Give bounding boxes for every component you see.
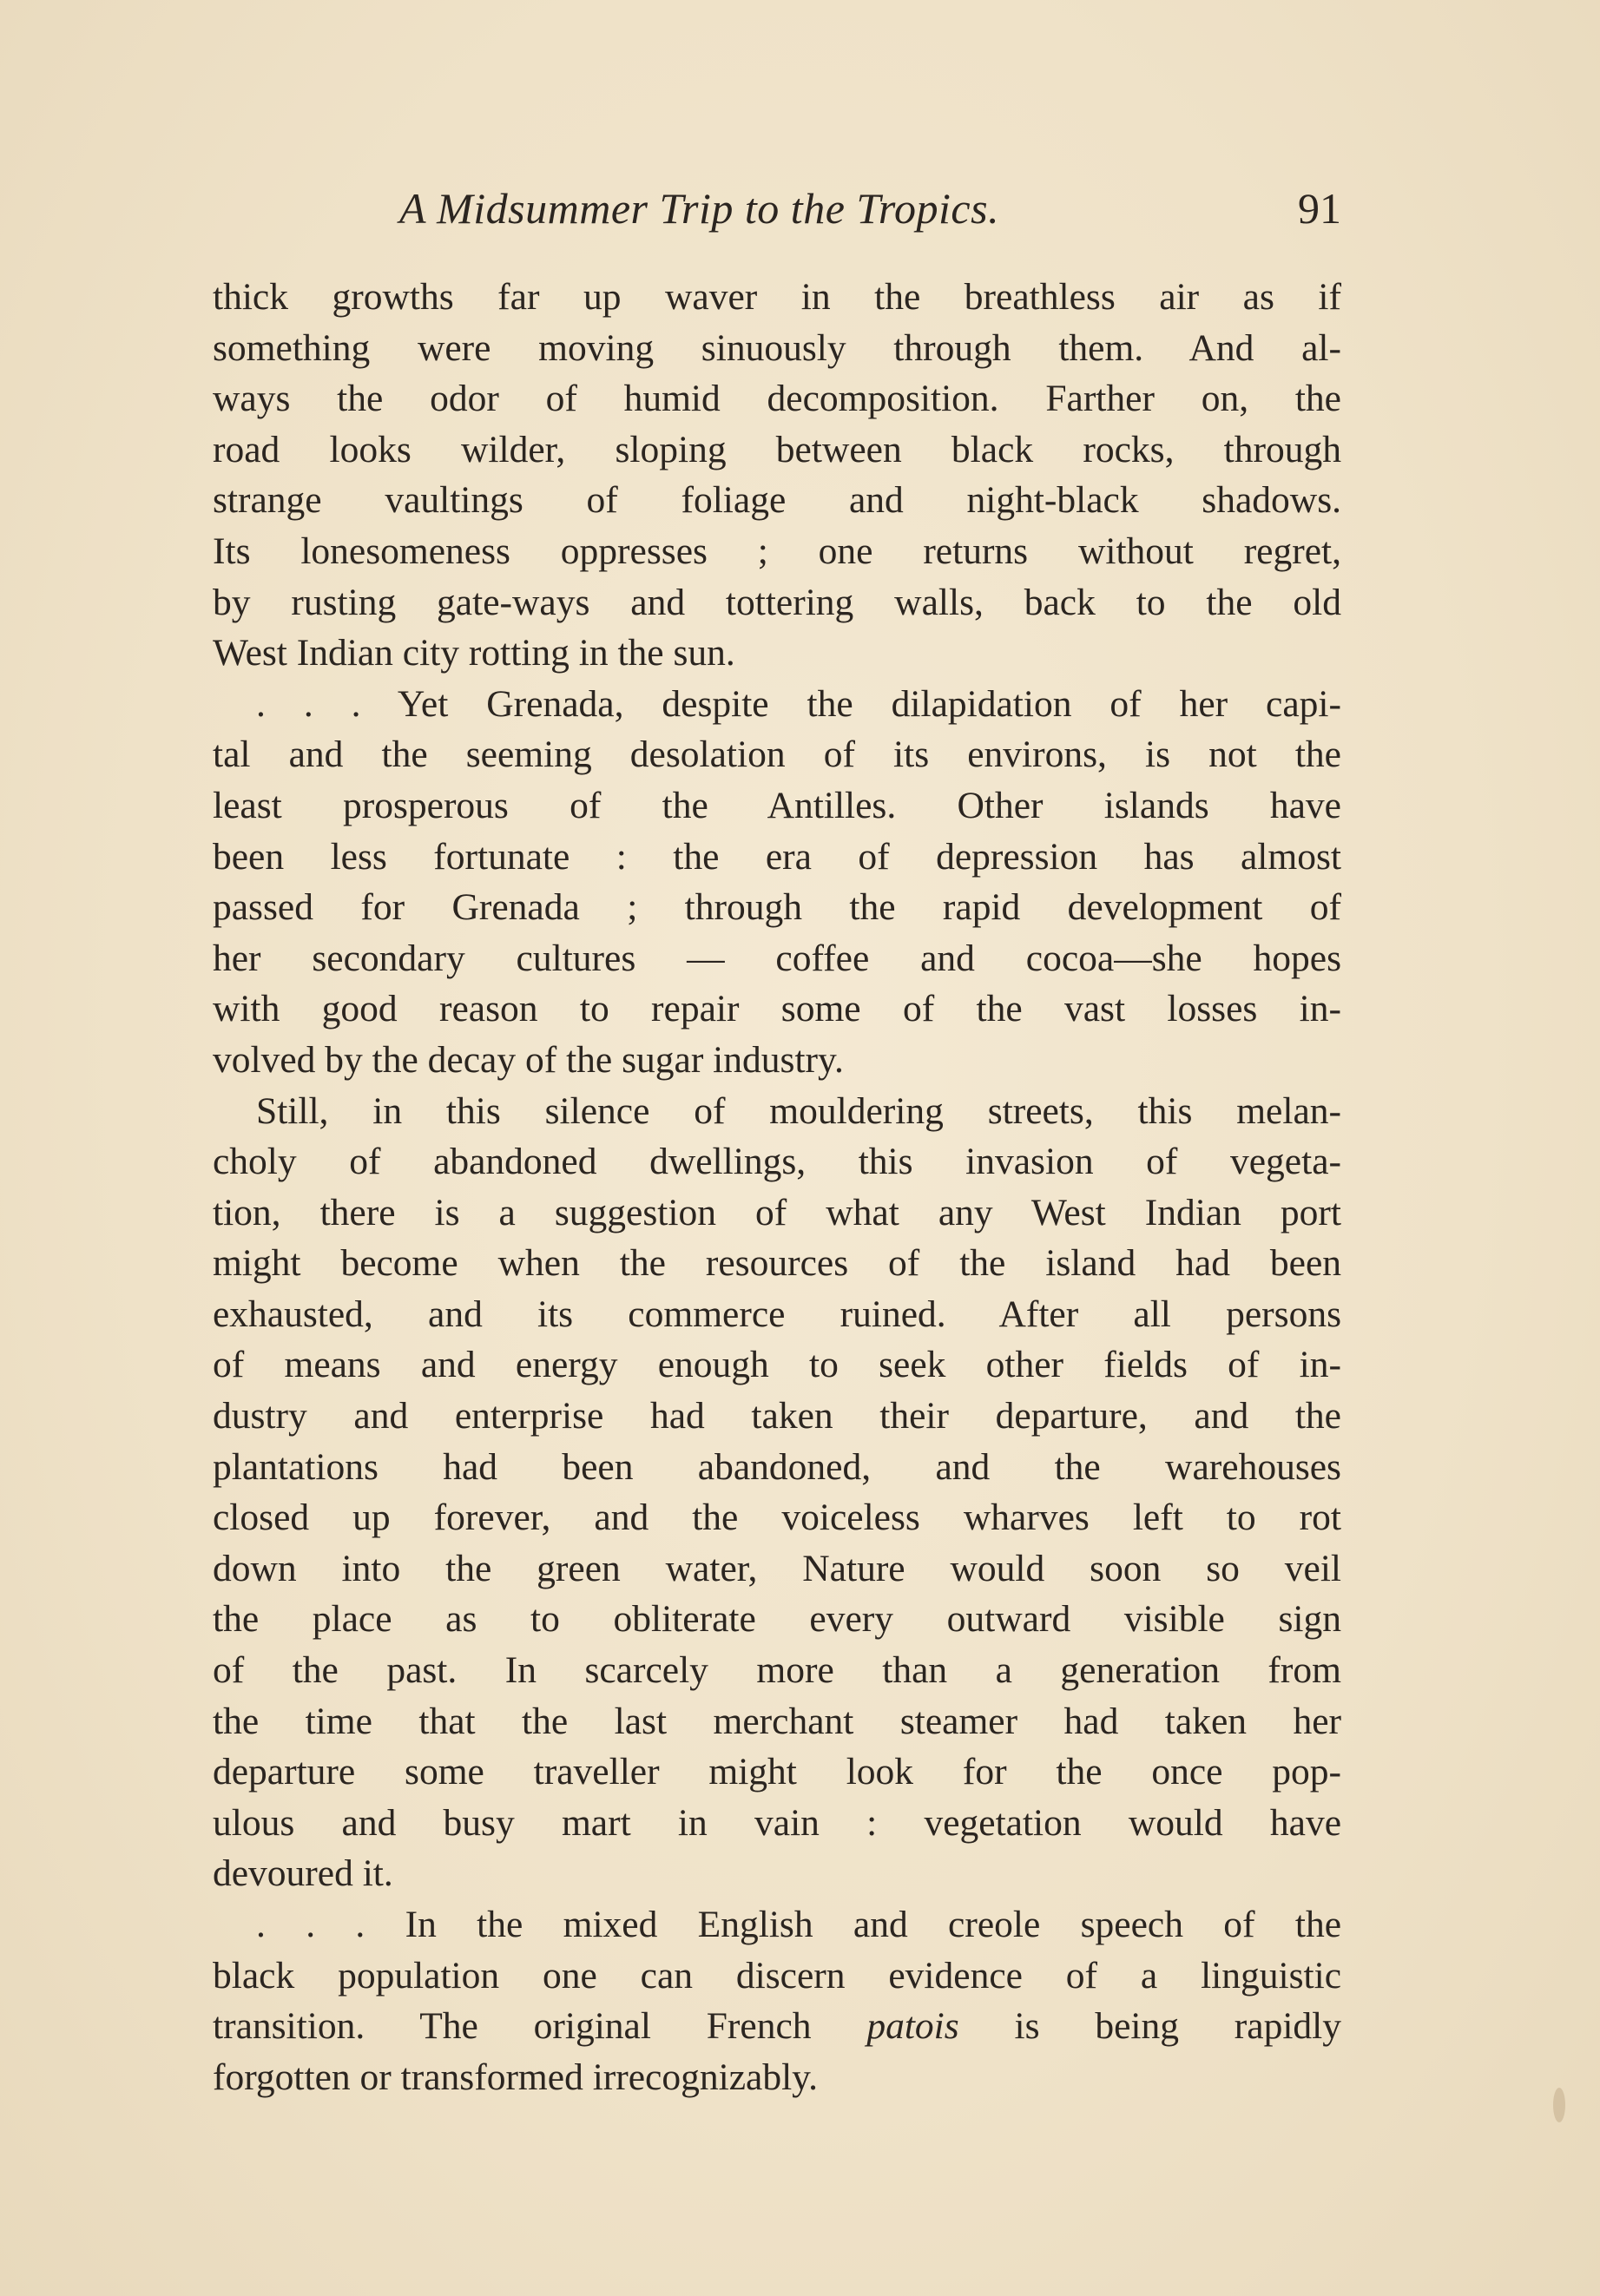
text-line: Its lonesomeness oppresses ; one returns without regret, (213, 530, 1341, 572)
text-line: transition. The original French patois is being rapidly (213, 2005, 1341, 2048)
running-head-title: A Midsummer Trip to the Tropics. (399, 184, 1000, 233)
running-head (213, 178, 1341, 239)
text-line: black population one can discern evidence of a linguistic (213, 1954, 1341, 1997)
text-line: West Indian city rotting in the sun. (213, 632, 735, 674)
text-line: of means and energy enough to seek other fields of in- (213, 1344, 1341, 1386)
text-line: road looks wilder, sloping between black rocks, through (213, 428, 1341, 470)
text-line: down into the green water, Nature would soon so veil (213, 1547, 1341, 1589)
text-line: by rusting gate-ways and tottering walls, back to the old (213, 581, 1341, 623)
text-line: might become when the resources of the island had been (213, 1242, 1341, 1285)
text-line: thick growths far up waver in the breathless air as if (213, 276, 1341, 318)
body-text (213, 272, 1341, 2102)
text-line: . . . In the mixed English and creole speech of the (256, 1904, 1341, 1945)
text-line: with good reason to repair some of the vast losses in- (213, 988, 1341, 1030)
text-line: tal and the seeming desolation of its environs, is not the (213, 734, 1341, 776)
paragraph (213, 1086, 1341, 1900)
text-line: least prosperous of the Antilles. Other islands have (213, 784, 1341, 826)
text-line: strange vaultings of foliage and night-black shadows. (213, 479, 1341, 522)
text-line: exhausted, and its commerce ruined. After all persons (213, 1293, 1341, 1335)
text-line: closed up forever, and the voiceless wharves left to rot (213, 1497, 1341, 1539)
text-line: dustry and enterprise had taken their departure, and the (213, 1395, 1341, 1437)
page-number: 91 (1298, 184, 1341, 233)
paragraph (213, 1899, 1341, 2102)
text-line: her secondary cultures — coffee and cocoa—she hopes (213, 937, 1341, 979)
text-line: . . . Yet Grenada, despite the dilapidation of her capi- (256, 682, 1341, 725)
text-line: volved by the decay of the sugar industry. (213, 1038, 844, 1081)
paragraph (213, 679, 1341, 1086)
paper-stain (1553, 2088, 1565, 2122)
text-line: forgotten or transformed irrecognizably. (213, 2056, 818, 2098)
text-line: tion, there is a suggestion of what any West Indian port (213, 1191, 1341, 1234)
text-line: something were moving sinuously through them. And al- (213, 326, 1341, 369)
text-line: ulous and busy mart in vain : vegetation would have (213, 1801, 1341, 1844)
text-line: been less fortunate : the era of depression has almost (213, 835, 1341, 878)
text-line: the place as to obliterate every outward visible sign (213, 1598, 1341, 1641)
paragraph (213, 272, 1341, 679)
text-line: of the past. In scarcely more than a generation from (213, 1649, 1341, 1692)
text-line: plantations had been abandoned, and the warehouses (213, 1445, 1341, 1488)
text-line: passed for Grenada ; through the rapid development of (213, 886, 1341, 929)
text-line: choly of abandoned dwellings, this invasion of vegeta- (213, 1141, 1341, 1183)
italic-word: patois (866, 2005, 959, 2048)
text-line: devoured it. (213, 1852, 393, 1895)
text-line: departure some traveller might look for the once pop- (213, 1751, 1341, 1793)
text-line: Still, in this silence of mouldering streets, this melan- (256, 1089, 1341, 1132)
text-line: ways the odor of humid decomposition. Farther on, the (213, 378, 1341, 420)
text-line: the time that the last merchant steamer had taken her (213, 1700, 1341, 1742)
